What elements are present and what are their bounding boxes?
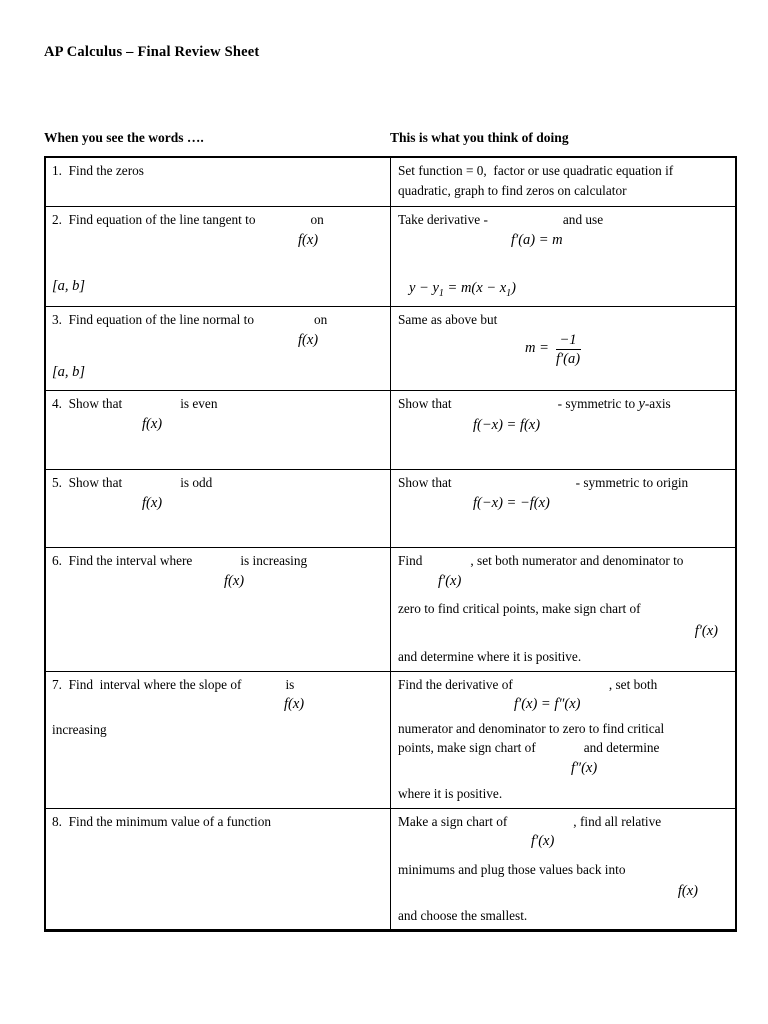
text-segment: - symmetric to [557,396,639,411]
text-segment: -axis [644,396,671,411]
text-line [52,276,384,297]
math-expression: y [638,396,645,412]
text-segment: 1. Find the zeros [52,163,144,178]
table-row [46,158,735,207]
text-segment: Same as above but [398,312,498,327]
text-line [398,784,728,804]
math-expression: f(x) [298,331,319,348]
text-line [52,330,384,351]
text-line [52,571,384,592]
text-segment: 3. Find equation of the line normal to [52,312,255,327]
cell-when-you-see [46,207,391,306]
text-line [398,694,728,715]
text-segment: and use [562,212,604,227]
text-line [398,278,728,299]
fraction-denominator: f′(a) [555,350,581,367]
column-header-left: When you see the words …. [44,130,204,145]
text-segment: , set both [608,676,658,692]
blank-space [422,564,470,565]
text-line [52,161,384,181]
text-line [398,906,728,926]
cell-when-you-see [46,307,391,390]
text-segment: and choose the smallest. [398,907,528,923]
text-line [398,394,728,415]
math-expression: f(x) [224,572,245,589]
text-segment: Make a sign chart of [398,813,508,829]
cell-when-you-see [46,672,391,808]
text-segment: , find all relative [573,813,662,829]
cell-what-to-do [391,207,735,306]
text-line [398,647,728,667]
math-expression: [a, b] [52,364,86,380]
text-line [52,694,384,715]
cell-what-to-do [391,391,735,469]
math-expression: f′(x) = f″(x) [514,696,581,712]
math-expression: f″(x) [571,759,598,776]
text-line [52,493,384,514]
text-segment: 5. Show that [52,475,123,490]
text-line [52,210,384,230]
text-segment: minimums and plug those values back into [398,861,626,877]
blank-space [488,223,563,224]
math-expression: f′(a) = m [511,231,563,248]
blank-space [513,688,609,689]
cell-when-you-see [46,809,391,930]
table-row [46,307,735,391]
text-segment: points, make sign chart of [398,740,536,755]
text-line [398,599,728,619]
column-headers [44,130,737,146]
text-line [398,571,728,592]
text-line [52,720,384,740]
table-row [46,548,735,672]
text-line [398,621,728,642]
cell-when-you-see [46,470,391,547]
text-line [398,758,728,779]
text-segment: quadratic, graph to find zeros on calculator [398,182,627,198]
text-segment: 8. Find the minimum value of a function [52,813,271,829]
text-segment: numerator and denominator to zero to find critical [398,720,665,736]
text-segment: Find [398,553,423,568]
text-line [398,738,728,758]
text-line [398,831,728,852]
text-segment: 4. Show that [52,396,123,411]
text-line [398,332,728,367]
cell-what-to-do [391,307,735,390]
table-row [46,809,735,930]
math-expression: f′(x) [694,622,718,639]
text-line [398,210,728,230]
math-expression: f′(x) [438,572,462,589]
table-row [46,470,735,548]
text-line [52,230,384,251]
math-expression: $y - y_1 = m(x - x_1)$ [409,280,516,299]
text-line [52,362,384,383]
text-line [398,161,728,181]
text-segment: 7. Find interval where the slope of [52,676,242,692]
math-expression: f(x) [142,415,163,432]
blank-space [241,688,285,689]
text-segment: Show that [398,396,452,411]
text-line [52,394,384,414]
text-line [52,310,384,330]
text-segment: is even [180,396,218,411]
math-expression: f′(x) [531,833,555,849]
text-segment: where it is positive. [398,786,503,801]
text-segment: is [285,676,295,692]
blank-space [255,223,310,224]
text-line [398,415,728,436]
blank-space [254,323,314,324]
fraction-numerator: −1 [556,332,581,350]
text-segment: and determine where it is positive. [398,649,582,664]
text-line [398,675,728,695]
text-segment: on [310,212,324,227]
text-segment: , set both numerator and denominator to [470,553,684,568]
text-line [398,473,728,493]
text-segment: increasing [52,721,107,737]
text-segment: and determine [583,740,660,755]
text-segment: on [314,312,328,327]
text-segment: Show that [398,475,452,490]
blank-space [452,486,576,487]
blank-space [698,894,728,895]
text-line [398,881,728,902]
text-line [398,181,728,201]
text-line [398,551,728,571]
text-line [398,230,728,251]
cell-when-you-see [46,158,391,206]
text-line [52,675,384,695]
cell-what-to-do [391,548,735,671]
math-expression: [a, b] [52,278,86,294]
math-expression: f(x) [284,696,305,712]
page-title: AP Calculus – Final Review Sheet [44,44,260,60]
text-segment: Find the derivative of [398,676,513,692]
math-expression: f(−x) = f(x) [473,416,541,433]
blank-space [452,407,558,408]
text-segment: Set function = 0, factor or use quadratic equation if [398,163,674,178]
blank-space [718,634,728,635]
blank-space [122,486,180,487]
blank-space [192,564,240,565]
cell-when-you-see [46,391,391,469]
math-expression: f(−x) = −f(x) [473,494,550,511]
text-line [52,473,384,493]
blank-space [122,407,180,408]
fraction-lhs: m = [525,340,553,357]
text-segment: Take derivative - [398,212,488,227]
text-line [398,860,728,880]
text-line [52,414,384,435]
text-segment: is increasing [240,553,308,568]
text-line [398,719,728,739]
table-row [46,391,735,470]
text-segment: is odd [180,475,213,490]
math-expression: f(x) [298,231,319,248]
blank-space [507,825,573,826]
math-expression: f(x) [142,494,163,511]
text-segment: zero to find critical points, make sign chart of [398,601,641,616]
table-row [46,672,735,809]
cell-what-to-do [391,470,735,547]
text-line [398,310,728,330]
cell-what-to-do [391,809,735,930]
text-line [52,551,384,571]
cell-what-to-do [391,158,735,206]
text-segment: 6. Find the interval where [52,553,193,568]
fraction-stack [556,332,581,367]
text-line [398,493,728,514]
math-expression: f(x) [677,883,698,899]
text-segment: - symmetric to origin [575,475,689,490]
cell-when-you-see [46,548,391,671]
table-row [46,207,735,307]
fraction-expression [525,332,581,367]
cell-what-to-do [391,672,735,808]
review-table [44,156,737,932]
blank-space [536,751,584,752]
text-segment: 2. Find equation of the line tangent to [52,212,256,227]
text-line [52,812,384,832]
column-header-right: This is what you think of doing [390,130,569,145]
text-line [398,812,728,832]
